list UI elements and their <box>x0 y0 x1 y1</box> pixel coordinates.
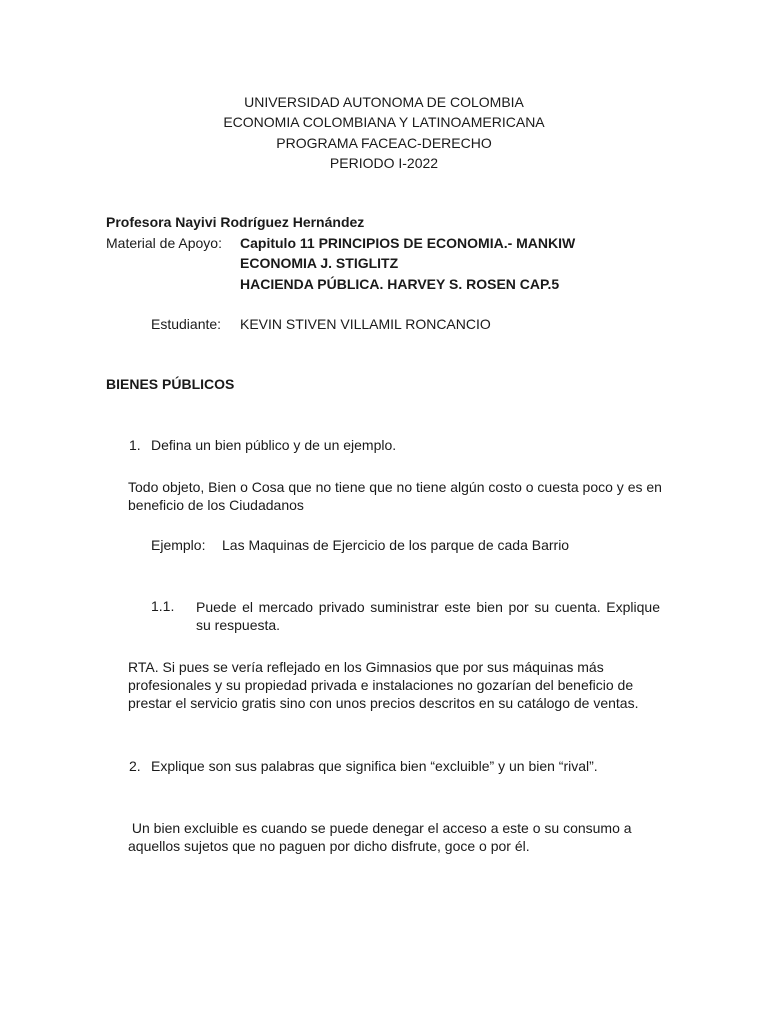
course-name: ECONOMIA COLOMBIANA Y LATINOAMERICANA <box>223 114 545 130</box>
example-text: Las Maquinas de Ejercicio de los parque de cada Barrio <box>222 537 570 553</box>
section-title: BIENES PÚBLICOS <box>106 376 235 392</box>
material-item-2: ECONOMIA J. STIGLITZ <box>240 255 399 271</box>
period-label: PERIODO I-2022 <box>329 155 439 171</box>
question-1-1-text: Puede el mercado privado suministrar este bien por su cuenta. Explique su respuesta. <box>196 599 660 633</box>
example-label: Ejemplo: <box>151 537 206 553</box>
program-name: PROGRAMA FACEAC-DERECHO <box>276 135 492 151</box>
question-1-1-answer: RTA. Si pues se vería reflejado en los Gimnasios que por sus máquinas más profesionales y su propiedad privada e instalaciones no gozarían del beneficio de prestar el servicio gratis sino con unos precios descritos en su catálogo de ventas. <box>128 659 639 711</box>
question-1-answer: Todo objeto, Bien o Cosa que no tiene que no tiene algún costo o cuesta poco y es en beneficio de los Ciudadanos <box>128 479 662 513</box>
student-label: Estudiante: <box>151 316 222 332</box>
question-2-text: Explique son sus palabras que significa bien “excluible” y un bien “rival”. <box>151 758 598 774</box>
question-2-number: 2. <box>129 758 141 774</box>
student-name: KEVIN STIVEN VILLAMIL RONCANCIO <box>240 316 491 332</box>
question-1-text: Defina un bien público y de un ejemplo. <box>151 437 397 453</box>
professor-name: Profesora Nayivi Rodríguez Hernández <box>106 214 365 230</box>
university-name: UNIVERSIDAD AUTONOMA DE COLOMBIA <box>244 94 524 110</box>
question-1-number: 1. <box>129 437 141 453</box>
material-item-1: Capitulo 11 PRINCIPIOS DE ECONOMIA.- MANKIW <box>240 235 576 251</box>
material-item-3: HACIENDA PÚBLICA. HARVEY S. ROSEN CAP.5 <box>240 276 560 292</box>
question-2-answer: Un bien excluible es cuando se puede denegar el acceso a este o su consumo a aquellos sujetos que no paguen por dicho disfrute, goce o por él. <box>128 820 636 854</box>
question-1-1-number: 1.1. <box>151 598 175 614</box>
material-label: Material de Apoyo: <box>106 235 222 251</box>
